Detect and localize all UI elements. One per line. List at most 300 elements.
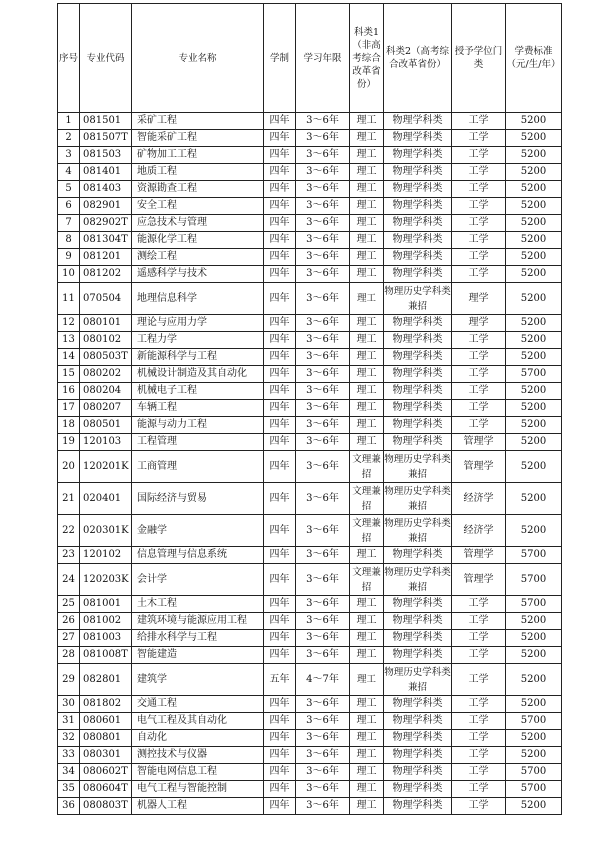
cell-name: 机器人工程: [132, 798, 264, 815]
cell-duration: 四年: [264, 613, 296, 630]
cell-fee: 5700: [506, 564, 562, 596]
cell-code: 081401: [80, 164, 132, 181]
cell-code: 080202: [80, 366, 132, 383]
cell-degree: 工学: [452, 647, 506, 664]
table-row: [58, 747, 562, 764]
cell-duration: 四年: [264, 383, 296, 400]
cell-fee: 5200: [506, 647, 562, 664]
cell-fee: 5200: [506, 249, 562, 266]
cell-category-2: 物理学科类: [384, 434, 452, 451]
cell-fee: 5200: [506, 315, 562, 332]
cell-duration: 四年: [264, 400, 296, 417]
cell-category-2: 物理学科类: [384, 417, 452, 434]
cell-code: 081201: [80, 249, 132, 266]
cell-name: 地质工程: [132, 164, 264, 181]
cell-duration: 四年: [264, 781, 296, 798]
cell-duration: 四年: [264, 266, 296, 283]
cell-category-2: 物理学科类: [384, 596, 452, 613]
cell-years: 3～6年: [296, 400, 350, 417]
cell-seq: 4: [58, 164, 80, 181]
cell-fee: 5200: [506, 417, 562, 434]
cell-name: 智能电网信息工程: [132, 764, 264, 781]
cell-category-1: 理工: [350, 130, 384, 147]
cell-category-2: 物理学科类: [384, 613, 452, 630]
cell-fee: 5200: [506, 164, 562, 181]
cell-degree: 工学: [452, 747, 506, 764]
cell-fee: 5200: [506, 232, 562, 249]
cell-years: 3～6年: [296, 417, 350, 434]
table-row: [58, 147, 562, 164]
cell-fee: 5200: [506, 266, 562, 283]
cell-fee: 5700: [506, 764, 562, 781]
cell-name: 采矿工程: [132, 113, 264, 130]
cell-category-1: 理工: [350, 647, 384, 664]
header-code: 专业代码: [80, 4, 132, 113]
table-row: [58, 451, 562, 483]
table-row: [58, 130, 562, 147]
cell-duration: 四年: [264, 647, 296, 664]
cell-fee: 5200: [506, 130, 562, 147]
cell-degree: 工学: [452, 696, 506, 713]
cell-category-1: 理工: [350, 664, 384, 696]
cell-seq: 21: [58, 483, 80, 515]
cell-category-2: 物理学科类: [384, 215, 452, 232]
cell-years: 3～6年: [296, 764, 350, 781]
cell-name: 机械设计制造及其自动化: [132, 366, 264, 383]
cell-category-1: 理工: [350, 781, 384, 798]
cell-degree: 工学: [452, 630, 506, 647]
table-row: [58, 613, 562, 630]
cell-duration: 四年: [264, 349, 296, 366]
cell-duration: 四年: [264, 417, 296, 434]
cell-category-2: 物理学科类: [384, 181, 452, 198]
cell-duration: 四年: [264, 366, 296, 383]
cell-name: 矿物加工工程: [132, 147, 264, 164]
cell-seq: 27: [58, 630, 80, 647]
cell-category-1: 理工: [350, 283, 384, 315]
cell-name: 金融学: [132, 515, 264, 547]
cell-degree: 工学: [452, 664, 506, 696]
cell-years: 3～6年: [296, 198, 350, 215]
cell-degree: 工学: [452, 349, 506, 366]
table-row: [58, 547, 562, 564]
cell-years: 3～6年: [296, 647, 350, 664]
cell-degree: 管理学: [452, 434, 506, 451]
cell-code: 081304T: [80, 232, 132, 249]
cell-code: 120203K: [80, 564, 132, 596]
cell-category-1: 理工: [350, 113, 384, 130]
table-row: [58, 266, 562, 283]
cell-category-1: 理工: [350, 613, 384, 630]
cell-years: 3～6年: [296, 613, 350, 630]
cell-duration: 四年: [264, 249, 296, 266]
cell-category-2: 物理学科类: [384, 383, 452, 400]
cell-code: 081403: [80, 181, 132, 198]
cell-seq: 8: [58, 232, 80, 249]
cell-years: 3～6年: [296, 630, 350, 647]
table-row: [58, 400, 562, 417]
cell-category-2: 物理学科类: [384, 349, 452, 366]
cell-seq: 9: [58, 249, 80, 266]
cell-name: 智能采矿工程: [132, 130, 264, 147]
cell-fee: 5700: [506, 547, 562, 564]
cell-category-2: 物理学科类: [384, 547, 452, 564]
cell-seq: 18: [58, 417, 80, 434]
cell-degree: 经济学: [452, 515, 506, 547]
cell-category-2: 物理学科类: [384, 696, 452, 713]
cell-category-2: 物理学科类: [384, 113, 452, 130]
cell-degree: 工学: [452, 215, 506, 232]
cell-code: 080207: [80, 400, 132, 417]
cell-fee: 5200: [506, 483, 562, 515]
header-seq: 序号: [58, 4, 80, 113]
header-duration: 学制: [264, 4, 296, 113]
table-row: [58, 730, 562, 747]
cell-duration: 五年: [264, 664, 296, 696]
cell-degree: 理学: [452, 315, 506, 332]
cell-degree: 工学: [452, 147, 506, 164]
cell-degree: 工学: [452, 130, 506, 147]
cell-years: 3～6年: [296, 564, 350, 596]
cell-category-1: 理工: [350, 349, 384, 366]
table-row: [58, 664, 562, 696]
table-row: [58, 164, 562, 181]
cell-seq: 3: [58, 147, 80, 164]
cell-duration: 四年: [264, 332, 296, 349]
table-row: [58, 764, 562, 781]
cell-years: 3～6年: [296, 366, 350, 383]
cell-name: 理论与应用力学: [132, 315, 264, 332]
cell-code: 070504: [80, 283, 132, 315]
header-row: [58, 4, 562, 113]
cell-name: 工程力学: [132, 332, 264, 349]
cell-category-2: 物理学科类: [384, 266, 452, 283]
cell-code: 081501: [80, 113, 132, 130]
cell-degree: 工学: [452, 113, 506, 130]
cell-years: 3～6年: [296, 332, 350, 349]
cell-years: 3～6年: [296, 713, 350, 730]
majors-table: [57, 3, 562, 815]
header-category-2: 科类2（高考综合改革省份）: [384, 4, 452, 113]
cell-category-2: 物理学科类: [384, 400, 452, 417]
cell-code: 080301: [80, 747, 132, 764]
cell-degree: 工学: [452, 366, 506, 383]
cell-fee: 5200: [506, 349, 562, 366]
cell-seq: 19: [58, 434, 80, 451]
table-row: [58, 181, 562, 198]
cell-name: 能源与动力工程: [132, 417, 264, 434]
cell-years: 3～6年: [296, 130, 350, 147]
cell-fee: 5200: [506, 147, 562, 164]
cell-seq: 26: [58, 613, 80, 630]
cell-code: 120201K: [80, 451, 132, 483]
cell-category-1: 理工: [350, 366, 384, 383]
cell-code: 120103: [80, 434, 132, 451]
table-row: [58, 315, 562, 332]
cell-fee: 5200: [506, 451, 562, 483]
cell-name: 工程管理: [132, 434, 264, 451]
header-name: 专业名称: [132, 4, 264, 113]
cell-fee: 5200: [506, 181, 562, 198]
cell-fee: 5200: [506, 613, 562, 630]
cell-name: 安全工程: [132, 198, 264, 215]
cell-fee: 5200: [506, 747, 562, 764]
cell-code: 020301K: [80, 515, 132, 547]
cell-seq: 20: [58, 451, 80, 483]
cell-fee: 5200: [506, 730, 562, 747]
cell-duration: 四年: [264, 198, 296, 215]
cell-category-1: 理工: [350, 315, 384, 332]
table-row: [58, 198, 562, 215]
cell-years: 3～6年: [296, 215, 350, 232]
cell-name: 应急技术与管理: [132, 215, 264, 232]
cell-duration: 四年: [264, 764, 296, 781]
cell-category-1: 理工: [350, 417, 384, 434]
cell-fee: 5200: [506, 198, 562, 215]
cell-duration: 四年: [264, 483, 296, 515]
cell-name: 工商管理: [132, 451, 264, 483]
cell-category-2: 物理历史学科类兼招: [384, 451, 452, 483]
cell-degree: 管理学: [452, 451, 506, 483]
cell-seq: 32: [58, 730, 80, 747]
cell-category-1: 理工: [350, 596, 384, 613]
cell-fee: 5200: [506, 630, 562, 647]
cell-fee: 5200: [506, 515, 562, 547]
cell-seq: 25: [58, 596, 80, 613]
header-years: 学习年限: [296, 4, 350, 113]
cell-code: 081002: [80, 613, 132, 630]
cell-name: 资源勘查工程: [132, 181, 264, 198]
cell-code: 020401: [80, 483, 132, 515]
cell-category-1: 理工: [350, 747, 384, 764]
cell-degree: 管理学: [452, 564, 506, 596]
cell-code: 082902T: [80, 215, 132, 232]
table-row: [58, 564, 562, 596]
cell-name: 信息管理与信息系统: [132, 547, 264, 564]
cell-degree: 工学: [452, 181, 506, 198]
cell-seq: 2: [58, 130, 80, 147]
cell-category-2: 物理学科类: [384, 366, 452, 383]
cell-category-1: 理工: [350, 215, 384, 232]
cell-category-2: 物理学科类: [384, 781, 452, 798]
cell-duration: 四年: [264, 434, 296, 451]
cell-code: 082901: [80, 198, 132, 215]
cell-seq: 23: [58, 547, 80, 564]
cell-years: 3～6年: [296, 547, 350, 564]
cell-degree: 工学: [452, 613, 506, 630]
cell-seq: 36: [58, 798, 80, 815]
cell-degree: 工学: [452, 730, 506, 747]
cell-category-1: 理工: [350, 383, 384, 400]
cell-category-2: 物理学科类: [384, 798, 452, 815]
cell-degree: 工学: [452, 232, 506, 249]
cell-fee: 5200: [506, 434, 562, 451]
cell-category-2: 物理历史学科类兼招: [384, 515, 452, 547]
cell-category-2: 物理学科类: [384, 232, 452, 249]
cell-name: 智能建造: [132, 647, 264, 664]
cell-years: 3～6年: [296, 434, 350, 451]
cell-category-2: 物理学科类: [384, 315, 452, 332]
cell-years: 3～6年: [296, 315, 350, 332]
cell-fee: 5700: [506, 366, 562, 383]
cell-seq: 29: [58, 664, 80, 696]
cell-seq: 1: [58, 113, 80, 130]
cell-fee: 5700: [506, 596, 562, 613]
cell-degree: 经济学: [452, 483, 506, 515]
cell-degree: 工学: [452, 266, 506, 283]
cell-name: 车辆工程: [132, 400, 264, 417]
cell-category-2: 物理历史学科类兼招: [384, 664, 452, 696]
cell-code: 120102: [80, 547, 132, 564]
cell-category-2: 物理学科类: [384, 164, 452, 181]
cell-category-2: 物理历史学科类兼招: [384, 283, 452, 315]
cell-category-1: 文理兼招: [350, 564, 384, 596]
cell-years: 4～7年: [296, 664, 350, 696]
cell-name: 机械电子工程: [132, 383, 264, 400]
cell-duration: 四年: [264, 215, 296, 232]
cell-seq: 11: [58, 283, 80, 315]
table-row: [58, 696, 562, 713]
cell-category-2: 物理学科类: [384, 130, 452, 147]
cell-duration: 四年: [264, 130, 296, 147]
cell-degree: 工学: [452, 713, 506, 730]
cell-category-1: 理工: [350, 547, 384, 564]
cell-category-1: 理工: [350, 232, 384, 249]
cell-name: 建筑学: [132, 664, 264, 696]
cell-fee: 5200: [506, 383, 562, 400]
cell-name: 地理信息科学: [132, 283, 264, 315]
cell-code: 080604T: [80, 781, 132, 798]
cell-duration: 四年: [264, 713, 296, 730]
cell-category-1: 理工: [350, 730, 384, 747]
table-row: [58, 515, 562, 547]
cell-degree: 工学: [452, 596, 506, 613]
cell-fee: 5700: [506, 781, 562, 798]
cell-category-2: 物理学科类: [384, 630, 452, 647]
cell-duration: 四年: [264, 730, 296, 747]
cell-fee: 5200: [506, 283, 562, 315]
cell-code: 081001: [80, 596, 132, 613]
cell-category-2: 物理学科类: [384, 198, 452, 215]
cell-duration: 四年: [264, 283, 296, 315]
cell-name: 电气工程与智能控制: [132, 781, 264, 798]
cell-name: 新能源科学与工程: [132, 349, 264, 366]
cell-years: 3～6年: [296, 181, 350, 198]
cell-degree: 工学: [452, 400, 506, 417]
cell-years: 3～6年: [296, 747, 350, 764]
cell-seq: 24: [58, 564, 80, 596]
cell-category-2: 物理学科类: [384, 332, 452, 349]
cell-code: 081202: [80, 266, 132, 283]
cell-category-2: 物理学科类: [384, 713, 452, 730]
cell-duration: 四年: [264, 315, 296, 332]
cell-code: 080801: [80, 730, 132, 747]
cell-degree: 工学: [452, 198, 506, 215]
cell-degree: 工学: [452, 332, 506, 349]
table-row: [58, 283, 562, 315]
cell-name: 土木工程: [132, 596, 264, 613]
cell-category-1: 文理兼招: [350, 451, 384, 483]
cell-years: 3～6年: [296, 349, 350, 366]
cell-seq: 30: [58, 696, 80, 713]
cell-seq: 28: [58, 647, 80, 664]
table-body: [58, 113, 562, 815]
table-row: [58, 332, 562, 349]
cell-duration: 四年: [264, 232, 296, 249]
cell-category-1: 理工: [350, 332, 384, 349]
cell-degree: 工学: [452, 164, 506, 181]
cell-code: 081003: [80, 630, 132, 647]
cell-fee: 5200: [506, 215, 562, 232]
cell-seq: 16: [58, 383, 80, 400]
cell-category-1: 理工: [350, 198, 384, 215]
cell-seq: 6: [58, 198, 80, 215]
cell-degree: 工学: [452, 249, 506, 266]
cell-years: 3～6年: [296, 596, 350, 613]
cell-degree: 工学: [452, 798, 506, 815]
header-degree: 授予学位门类: [452, 4, 506, 113]
cell-category-1: 文理兼招: [350, 515, 384, 547]
table-row: [58, 232, 562, 249]
cell-code: 080602T: [80, 764, 132, 781]
cell-seq: 10: [58, 266, 80, 283]
cell-code: 081802: [80, 696, 132, 713]
cell-name: 建筑环境与能源应用工程: [132, 613, 264, 630]
cell-years: 3～6年: [296, 696, 350, 713]
cell-degree: 工学: [452, 781, 506, 798]
cell-duration: 四年: [264, 164, 296, 181]
cell-degree: 管理学: [452, 547, 506, 564]
cell-fee: 5700: [506, 713, 562, 730]
cell-code: 081503: [80, 147, 132, 164]
cell-years: 3～6年: [296, 451, 350, 483]
cell-duration: 四年: [264, 113, 296, 130]
table-row: [58, 647, 562, 664]
cell-category-1: 理工: [350, 696, 384, 713]
cell-seq: 7: [58, 215, 80, 232]
cell-category-1: 理工: [350, 764, 384, 781]
cell-seq: 31: [58, 713, 80, 730]
cell-category-1: 理工: [350, 181, 384, 198]
table-row: [58, 383, 562, 400]
cell-years: 3～6年: [296, 164, 350, 181]
table-row: [58, 596, 562, 613]
cell-category-2: 物理历史学科类兼招: [384, 564, 452, 596]
table-row: [58, 798, 562, 815]
cell-name: 电气工程及其自动化: [132, 713, 264, 730]
cell-degree: 理学: [452, 283, 506, 315]
cell-category-1: 理工: [350, 400, 384, 417]
cell-seq: 35: [58, 781, 80, 798]
cell-code: 080803T: [80, 798, 132, 815]
cell-code: 081507T: [80, 130, 132, 147]
cell-category-1: 理工: [350, 798, 384, 815]
cell-years: 3～6年: [296, 249, 350, 266]
cell-name: 遥感科学与技术: [132, 266, 264, 283]
table-row: [58, 349, 562, 366]
cell-seq: 12: [58, 315, 80, 332]
cell-category-1: 理工: [350, 713, 384, 730]
table-row: [58, 215, 562, 232]
cell-duration: 四年: [264, 798, 296, 815]
cell-duration: 四年: [264, 747, 296, 764]
cell-degree: 工学: [452, 764, 506, 781]
cell-degree: 工学: [452, 417, 506, 434]
cell-category-2: 物理学科类: [384, 647, 452, 664]
cell-years: 3～6年: [296, 266, 350, 283]
cell-name: 能源化学工程: [132, 232, 264, 249]
cell-category-2: 物理学科类: [384, 764, 452, 781]
